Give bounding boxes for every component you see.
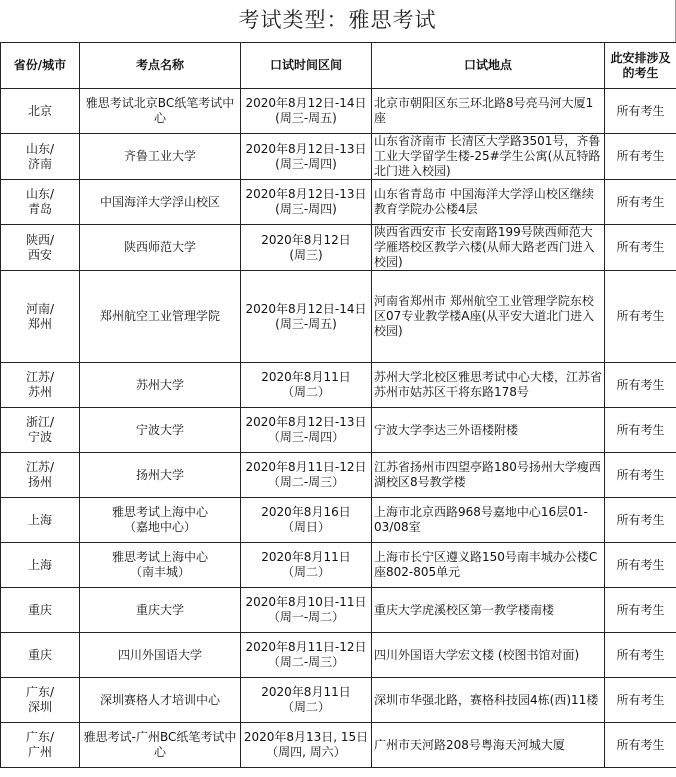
cell-time: 2020年8月11日-12日 （周二-周三）: [241, 453, 372, 498]
table-body: [1, 89, 676, 768]
cell-time: 2020年8月12日-13日 (周三-周四): [241, 180, 372, 225]
page-title: 考试类型：雅思考试: [0, 0, 676, 42]
cell-time: 2020年8月12日-13日 (周三-周四): [241, 134, 372, 180]
cell-city: 上海: [1, 498, 80, 543]
cell-venue: 中国海洋大学浮山校区: [80, 180, 241, 225]
cell-city: 江苏/ 扬州: [1, 453, 80, 498]
cell-time: 2020年8月12日-13日 （周三-周四）: [241, 408, 372, 453]
cell-time: 2020年8月11日 （周二）: [241, 678, 372, 723]
cell-address: 苏州大学北校区雅思考试中心大楼，江苏省苏州市姑苏区干将东路178号: [372, 363, 605, 408]
cell-city: 河南/ 郑州: [1, 271, 80, 363]
table-row: [1, 498, 676, 543]
header-venue: 考点名称: [80, 43, 241, 89]
cell-scope: 所有考生: [605, 543, 676, 588]
header-scope: 此安排涉及的考生: [605, 43, 676, 89]
cell-city: 重庆: [1, 633, 80, 678]
table-row: [1, 543, 676, 588]
cell-address: 上海市长宁区遵义路150号南丰城办公楼C座802-805单元: [372, 543, 605, 588]
table-row: [1, 271, 676, 363]
table-row: [1, 588, 676, 633]
cell-scope: 所有考生: [605, 180, 676, 225]
cell-address: 山东省青岛市 中国海洋大学浮山校区继续教育学院办公楼4层: [372, 180, 605, 225]
cell-venue: 郑州航空工业管理学院: [80, 271, 241, 363]
cell-scope: 所有考生: [605, 363, 676, 408]
table-row: [1, 363, 676, 408]
cell-city: 山东/ 青岛: [1, 180, 80, 225]
table-row: [1, 453, 676, 498]
cell-address: 上海市北京西路968号嘉地中心16层01-03/08室: [372, 498, 605, 543]
table-header-row: [1, 43, 676, 89]
exam-venue-table: [0, 42, 676, 768]
cell-address: 山东省济南市 长清区大学路3501号，齐鲁工业大学留学生楼-25#学生公寓(从瓦特路北门进入校园): [372, 134, 605, 180]
cell-time: 2020年8月11日 （周二）: [241, 363, 372, 408]
cell-venue: 重庆大学: [80, 588, 241, 633]
cell-city: 江苏/ 苏州: [1, 363, 80, 408]
cell-scope: 所有考生: [605, 225, 676, 271]
cell-venue: 齐鲁工业大学: [80, 134, 241, 180]
cell-address: 广州市天河路208号粤海天河城大厦: [372, 723, 605, 768]
cell-time: 2020年8月12日-14日 (周三-周五): [241, 89, 372, 134]
cell-venue: 雅思考试上海中心 （嘉地中心）: [80, 498, 241, 543]
cell-time: 2020年8月16日 （周日）: [241, 498, 372, 543]
cell-scope: 所有考生: [605, 453, 676, 498]
cell-city: 上海: [1, 543, 80, 588]
cell-city: 广东/ 广州: [1, 723, 80, 768]
cell-city: 山东/ 济南: [1, 134, 80, 180]
cell-time: 2020年8月10日-11日 （周一-周二）: [241, 588, 372, 633]
cell-city: 北京: [1, 89, 80, 134]
cell-scope: 所有考生: [605, 633, 676, 678]
cell-address: 北京市朝阳区东三环北路8号亮马河大厦1座: [372, 89, 605, 134]
cell-scope: 所有考生: [605, 408, 676, 453]
cell-time: 2020年8月13日, 15日 （周四, 周六）: [241, 723, 372, 768]
cell-venue: 雅思考试-广州BC纸笔考试中心: [80, 723, 241, 768]
cell-address: 河南省郑州市 郑州航空工业管理学院东校区07专业教学楼A座(从平安大道北门进入校园): [372, 271, 605, 363]
header-address: 口试地点: [372, 43, 605, 89]
table-row: [1, 225, 676, 271]
table-row: [1, 89, 676, 134]
cell-address: 江苏省扬州市四望亭路180号扬州大学瘦西湖校区8号教学楼: [372, 453, 605, 498]
cell-city: 广东/ 深圳: [1, 678, 80, 723]
cell-venue: 扬州大学: [80, 453, 241, 498]
cell-scope: 所有考生: [605, 723, 676, 768]
table-row: [1, 678, 676, 723]
header-city: 省份/城市: [1, 43, 80, 89]
cell-time: 2020年8月11日-12日 （周二-周三）: [241, 633, 372, 678]
cell-time: 2020年8月12日-14日 (周三-周五): [241, 271, 372, 363]
cell-scope: 所有考生: [605, 498, 676, 543]
header-time: 口试时间区间: [241, 43, 372, 89]
cell-scope: 所有考生: [605, 271, 676, 363]
cell-venue: 深圳赛格人才培训中心: [80, 678, 241, 723]
cell-venue: 雅思考试上海中心 （南丰城）: [80, 543, 241, 588]
cell-address: 陕西省西安市 长安南路199号陕西师范大学雁塔校区教学六楼(从师大路老西门进入校园): [372, 225, 605, 271]
cell-venue: 苏州大学: [80, 363, 241, 408]
cell-city: 重庆: [1, 588, 80, 633]
cell-time: 2020年8月11日 （周二）: [241, 543, 372, 588]
cell-scope: 所有考生: [605, 588, 676, 633]
cell-time: 2020年8月12日 (周三): [241, 225, 372, 271]
cell-scope: 所有考生: [605, 134, 676, 180]
cell-venue: 雅思考试北京BC纸笔考试中心: [80, 89, 241, 134]
table-row: [1, 633, 676, 678]
table-row: [1, 180, 676, 225]
cell-scope: 所有考生: [605, 89, 676, 134]
cell-venue: 四川外国语大学: [80, 633, 241, 678]
cell-address: 宁波大学李达三外语楼附楼: [372, 408, 605, 453]
cell-venue: 宁波大学: [80, 408, 241, 453]
cell-address: 重庆大学虎溪校区第一教学楼南楼: [372, 588, 605, 633]
table-row: [1, 134, 676, 180]
cell-address: 深圳市华强北路，赛格科技园4栋(西)11楼: [372, 678, 605, 723]
cell-scope: 所有考生: [605, 678, 676, 723]
cell-address: 四川外国语大学宏文楼 (校图书馆对面): [372, 633, 605, 678]
cell-city: 浙江/ 宁波: [1, 408, 80, 453]
cell-venue: 陕西师范大学: [80, 225, 241, 271]
table-row: [1, 408, 676, 453]
cell-city: 陕西/ 西安: [1, 225, 80, 271]
table-row: [1, 723, 676, 768]
